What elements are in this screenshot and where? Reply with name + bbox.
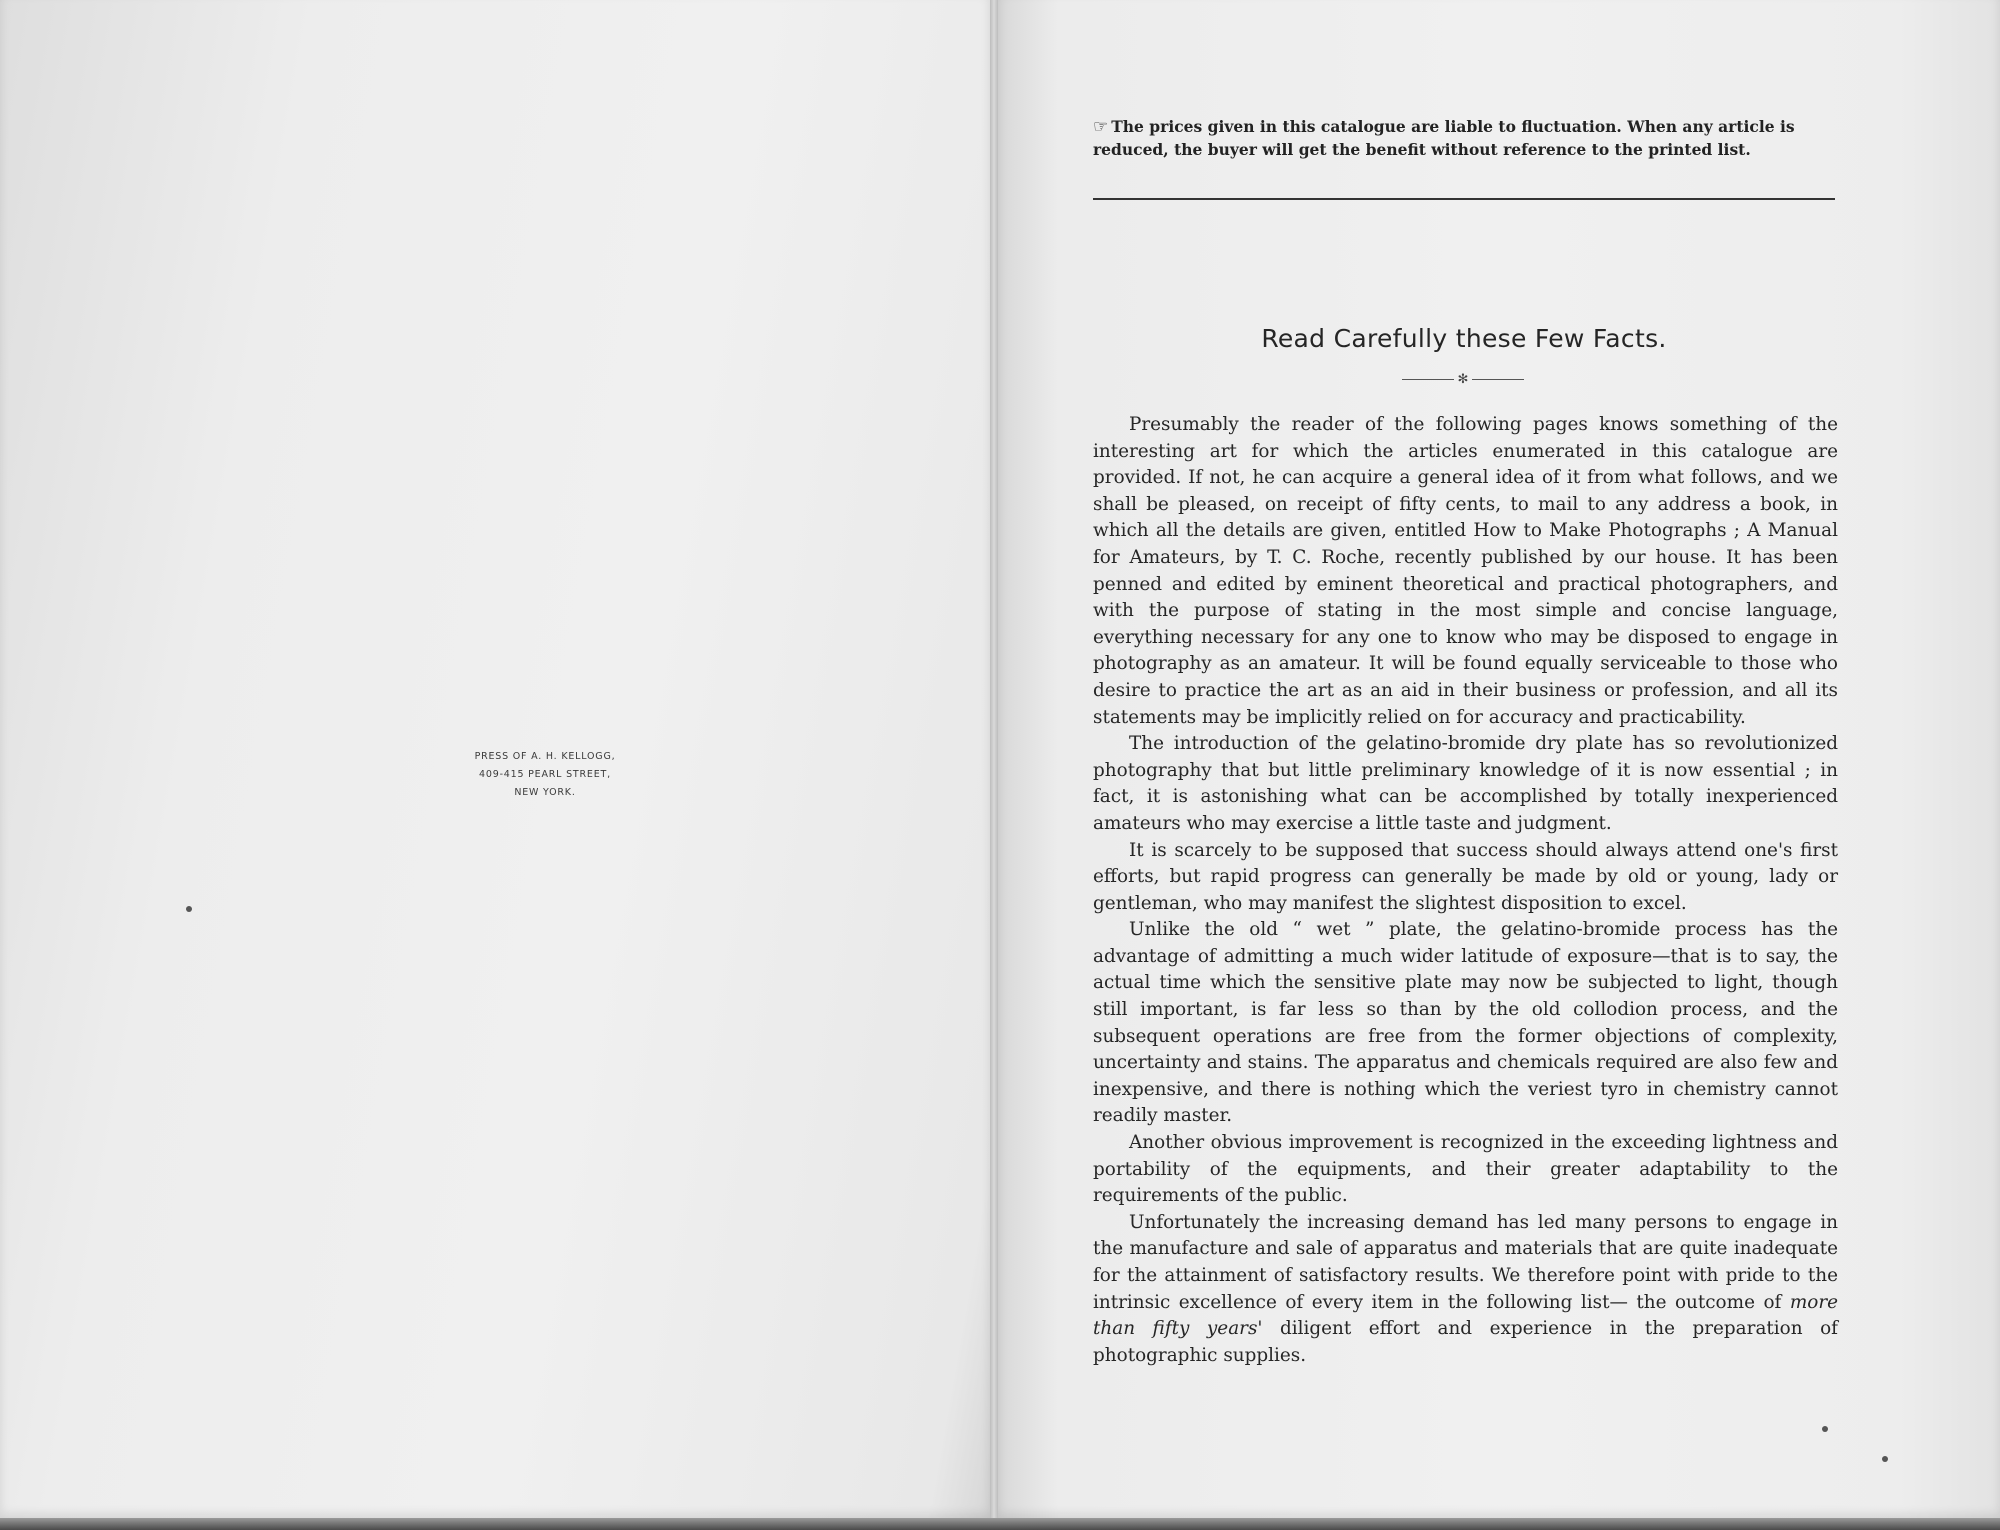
page-heading: Read Carefully these Few Facts. bbox=[1261, 324, 1667, 353]
notice-rule bbox=[1093, 198, 1835, 200]
imprint-line: PRESS OF A. H. KELLOGG, bbox=[474, 751, 616, 762]
asterism-icon: ✻ bbox=[1457, 372, 1469, 387]
left-page bbox=[0, 0, 992, 1520]
notice-text: The prices given in this catalogue are liable to fluctuation. When any article is reduced, the buyer will get the benefit without reference to the printed list. bbox=[1093, 117, 1795, 159]
heading-ornament bbox=[1388, 372, 1538, 387]
paragraph-text: Unfortunately the increasing demand has led many persons to engage in the manufacture and sale of apparatus and materials that are quite inadequate for the attainment of satisfactory results. We therefore point with pride to the intrinsic excellence of every item in the following list— the outcome of bbox=[1093, 1211, 1838, 1313]
pointing-hand-icon: ☞ bbox=[1093, 117, 1109, 137]
imprint-line: 409-415 PEARL STREET, bbox=[479, 769, 611, 780]
speck bbox=[186, 906, 192, 912]
price-notice bbox=[1093, 116, 1835, 160]
imprint-line: NEW YORK. bbox=[514, 787, 576, 798]
emphasis-text: more than fifty years' bbox=[1093, 1291, 1838, 1340]
paragraph: Presumably the reader of the following pages knows something of the interesting art for which the articles enumerated in this catalogue are provided. If not, he can acquire a general idea of it from what follows, and we shall be pleased, on receipt of fifty cents, to mail to any address a book, in which all the details are given, entitled How to Make Photographs ; A Manual for Amateurs, by T. C. Roche, recently published by our house. It has been penned and edited by eminent theoretical and practical photographers, and with the purpose of stating in the most simple and concise language, everything necessary for any one to know who may be disposed to engage in photography as an amateur. It will be found equally serviceable to those who desire to practice the art as an aid in their business or profession, and all its statements may be implicitly relied on for accuracy and practicability. bbox=[1093, 414, 1838, 728]
speck bbox=[1882, 1456, 1888, 1462]
paragraph: It is scarcely to be supposed that success should always attend one's first efforts, but rapid progress can generally be made by old or young, lady or gentleman, who may manifest the slightest disposition to excel. bbox=[1093, 839, 1838, 914]
speck bbox=[1822, 1426, 1828, 1432]
body-text bbox=[1093, 412, 1838, 1369]
paragraph: Unlike the old “ wet ” plate, the gelatino-bromide process has the advantage of admitting a much wider latitude of exposure—that is to say, the actual time which the sensitive plate may now be subjected to light, though still important, is far less so than by the old collodion process, and the subsequent operations are free from the former objections of complexity, uncertainty and stains. The apparatus and chemicals required are also few and inexpensive, and there is nothing which the veriest tyro in chemistry cannot readily master. bbox=[1093, 919, 1838, 1127]
ornament-line bbox=[1402, 379, 1454, 380]
paragraph: The introduction of the gelatino-bromide dry plate has so revolutionized photography that but little preliminary knowledge of it is now essential ; in fact, it is astonishing what can be accomplished by totally inexperienced amateurs who may exercise a little taste and judgment. bbox=[1093, 733, 1838, 834]
printer-imprint bbox=[440, 748, 650, 802]
paragraph-text: diligent effort and experience in the preparation of photographic supplies. bbox=[1093, 1318, 1838, 1366]
page-bottom-edge bbox=[0, 1518, 2000, 1530]
ornament-line bbox=[1472, 379, 1524, 380]
paragraph bbox=[1093, 1210, 1838, 1370]
paragraph: Another obvious improvement is recognized in the exceeding lightness and portability of the equipments, and their greater adaptability to the requirements of the public. bbox=[1093, 1132, 1838, 1207]
book-gutter bbox=[990, 0, 998, 1520]
